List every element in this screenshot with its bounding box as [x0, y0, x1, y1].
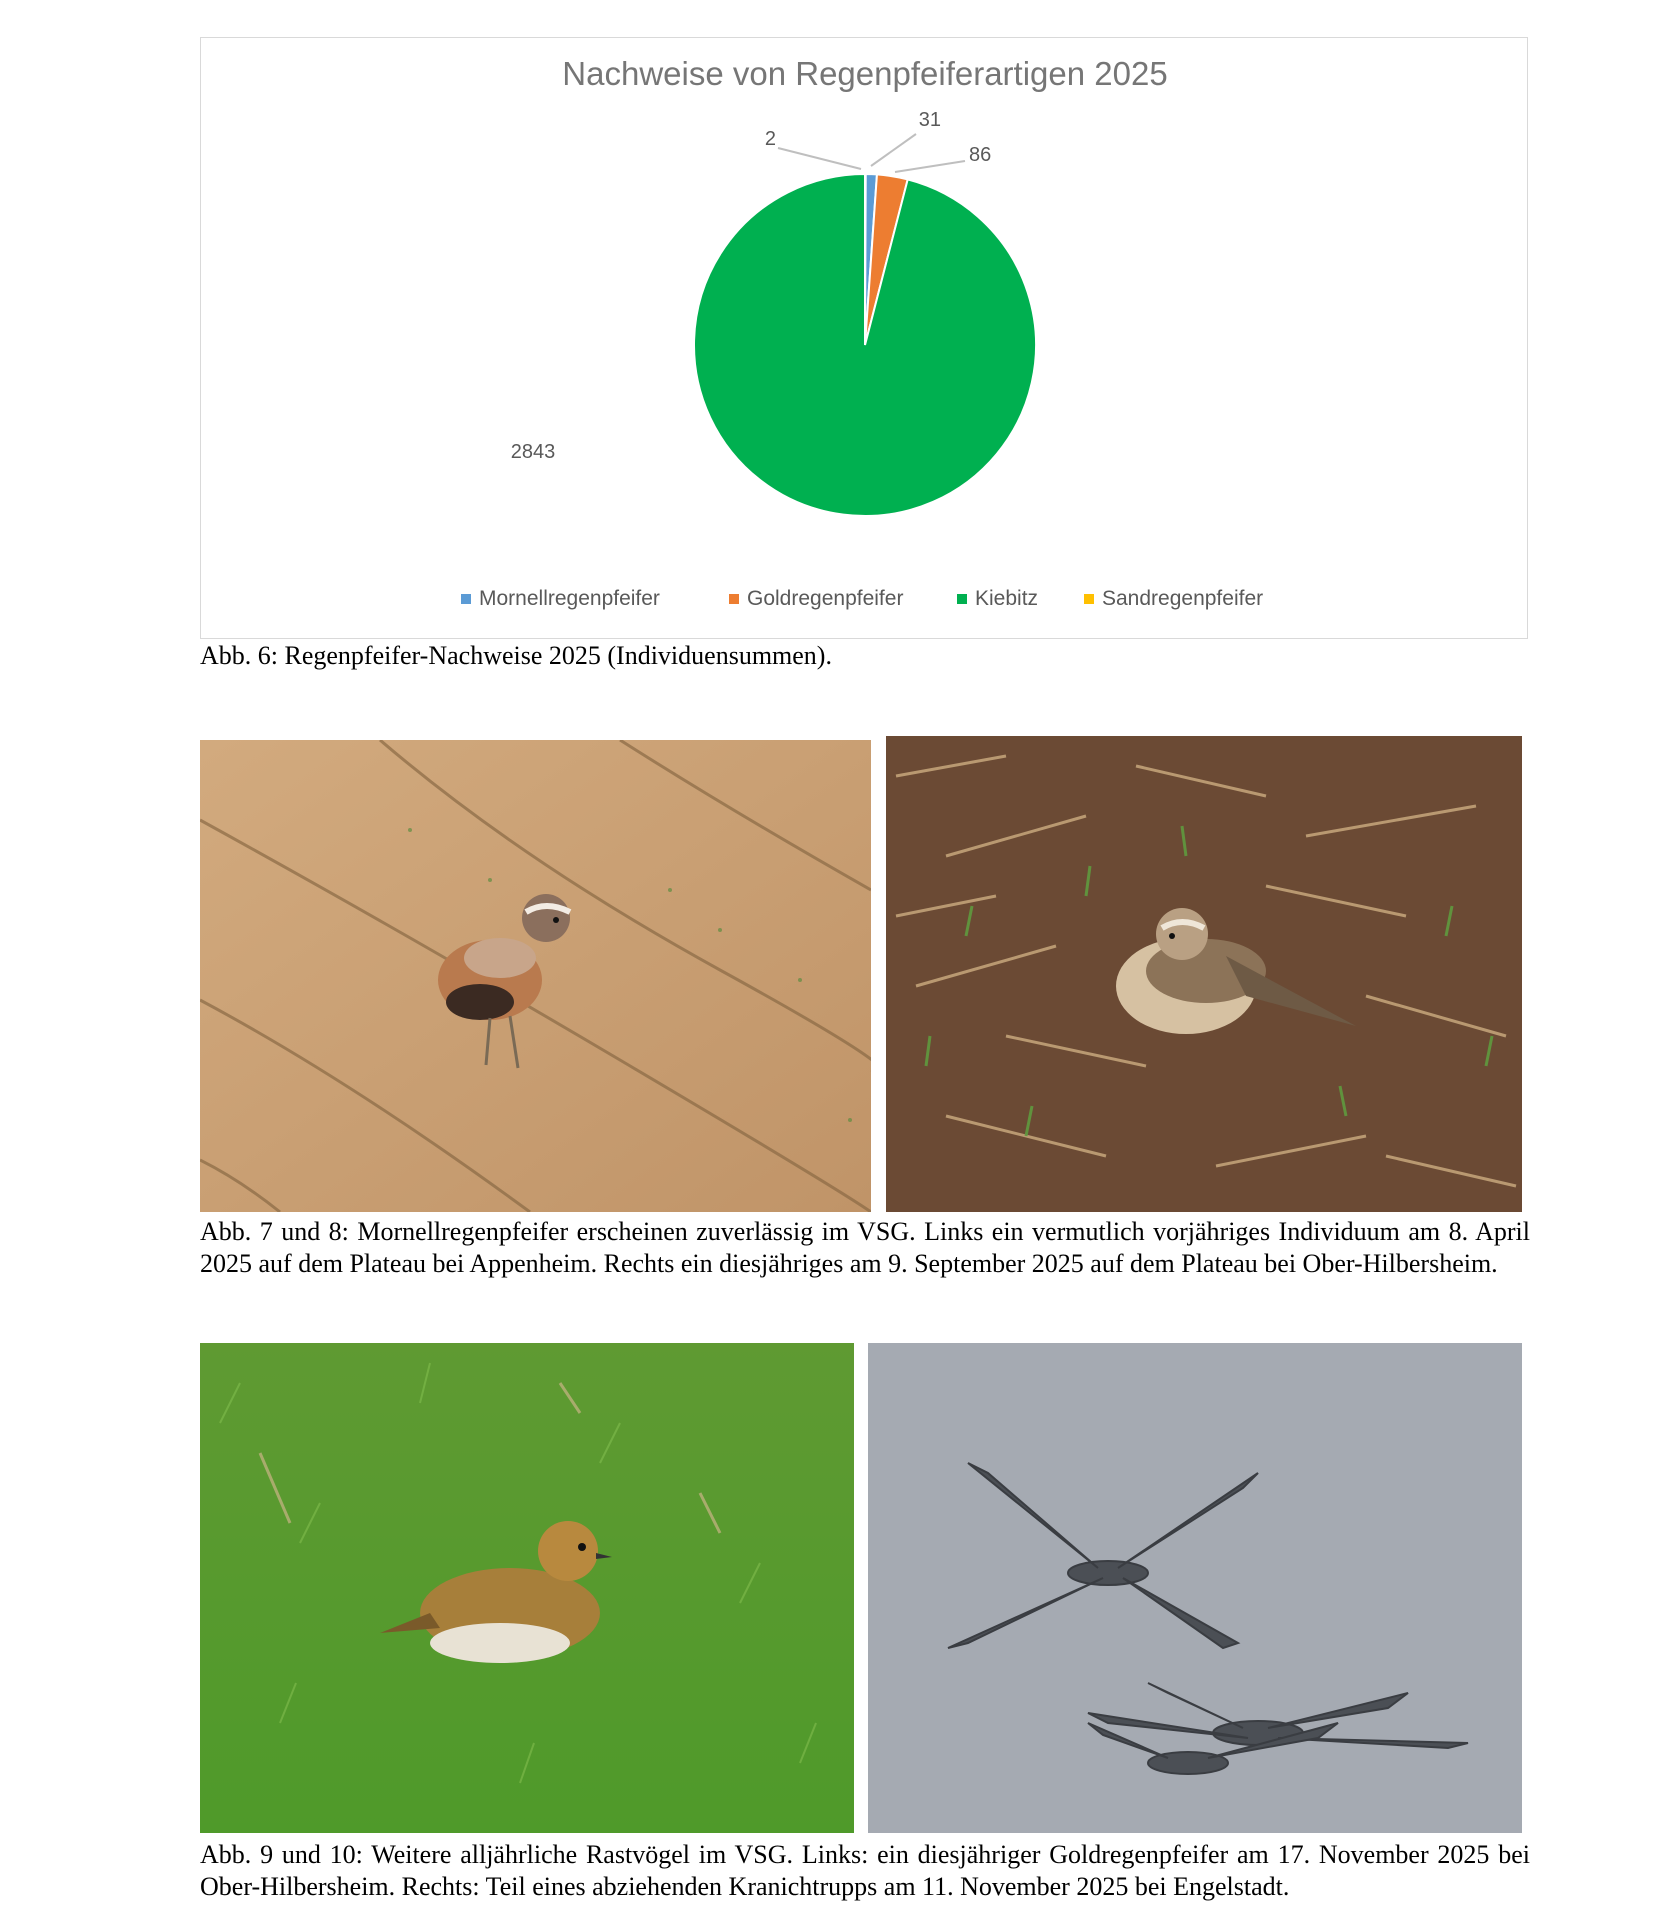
- legend-label-sandregenpfeifer: Sandregenpfeifer: [1102, 587, 1264, 610]
- leader-line-mornellregenpfeifer: [871, 134, 916, 166]
- caption-fig7-8: Abb. 7 und 8: Mornellregenpfeifer erscheinen zuverlässig im VSG. Links ein vermutlich vorjähriges Individuum am 8. April 2025 auf dem Plateau bei Appenheim. Rechts ein diesjähriges am 9. September 2025 auf dem Plateau bei Ober-Hilbersheim.: [200, 1217, 1530, 1278]
- legend-label-kiebitz: Kiebitz: [975, 587, 1039, 610]
- pie-chart-svg: [201, 38, 1529, 640]
- photo-cranes-in-flight: [868, 1343, 1522, 1833]
- juvenile-dotterel-image: [886, 736, 1522, 1212]
- legend-swatch-mornellregenpfeifer: [461, 594, 471, 604]
- golden-plover-image: [200, 1343, 854, 1833]
- data-label-sandregenpfeifer: 2: [764, 128, 776, 150]
- data-label-goldregenpfeifer: 86: [969, 144, 992, 166]
- pie-chart: [200, 37, 1528, 639]
- data-label-kiebitz: 2843: [510, 441, 556, 463]
- leader-line-sandregenpfeifer: [778, 148, 861, 169]
- legend-label-mornellregenpfeifer: Mornellregenpfeifer: [479, 587, 660, 610]
- leader-line-goldregenpfeifer: [895, 161, 965, 172]
- legend-swatch-sandregenpfeifer: [1084, 594, 1094, 604]
- photo-dotterel-plowed-field: [200, 740, 871, 1212]
- dotterel-image: [200, 740, 871, 1212]
- legend-swatch-goldregenpfeifer: [729, 594, 739, 604]
- data-label-mornellregenpfeifer: 31: [918, 109, 941, 131]
- pie-slice-kiebitz: [694, 174, 1036, 516]
- chart-title: Nachweise von Regenpfeiferartigen 2025: [562, 55, 1168, 92]
- cranes-image: [868, 1343, 1522, 1833]
- photo-dotterel-stubble-field: [886, 736, 1522, 1212]
- legend-label-goldregenpfeifer: Goldregenpfeifer: [747, 587, 904, 610]
- caption-fig9-10: Abb. 9 und 10: Weitere alljährliche Rastvögel im VSG. Links: ein diesjähriger Goldregenpfeifer am 17. November 2025 bei Ober-Hilbersheim. Rechts: Teil eines abziehenden Kranichtrupps am 11. November 2025 bei Engelstadt.: [200, 1840, 1530, 1901]
- legend-swatch-kiebitz: [957, 594, 967, 604]
- photo-golden-plover: [200, 1343, 854, 1833]
- caption-fig6: Abb. 6: Regenpfeifer-Nachweise 2025 (Individuensummen).: [200, 641, 832, 670]
